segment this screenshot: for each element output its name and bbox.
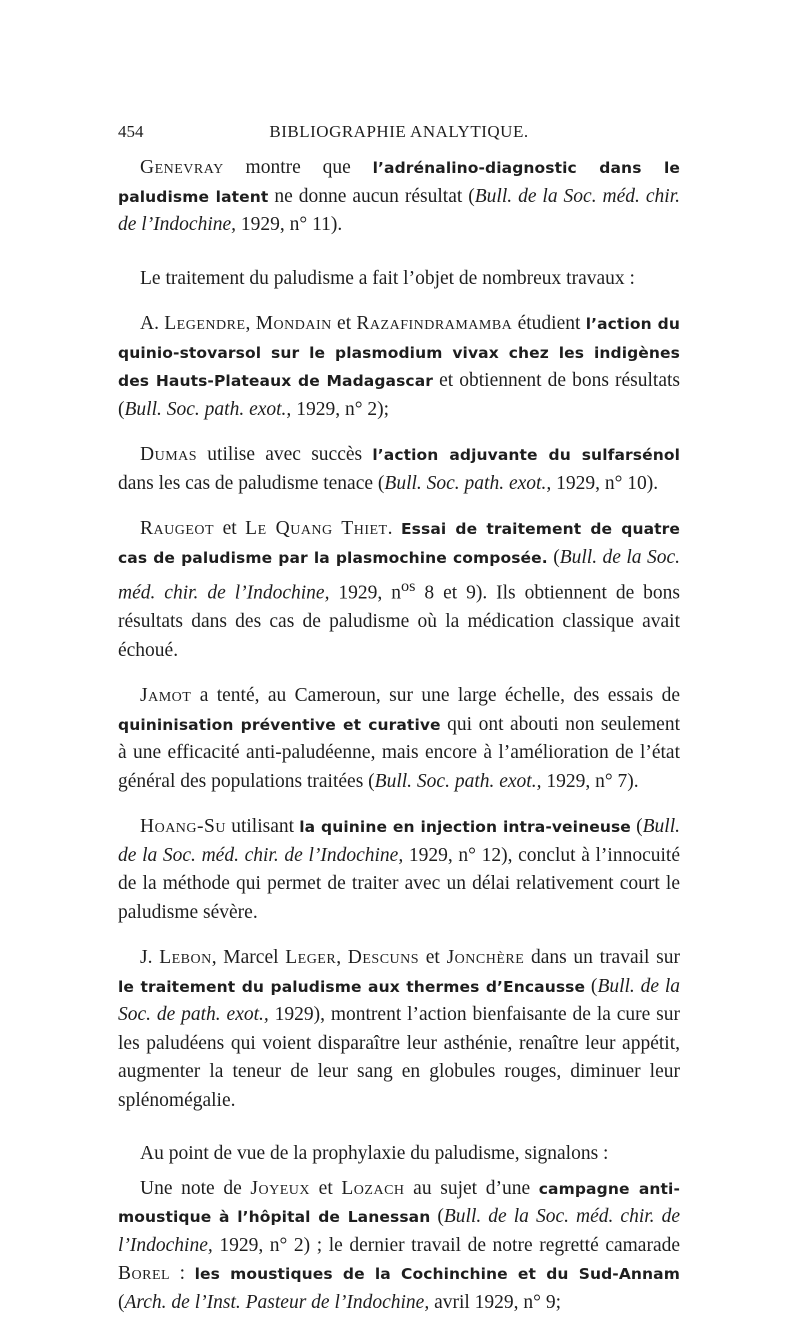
subject-bold: l’adrénalino-diagnostic dans le paludisme latent xyxy=(118,159,681,206)
paragraph-joyeux: Une note de Joyeux et Lozach au sujet d’une campagne anti-moustique à l’hôpital de Lanessan (Bull. de la Soc. méd. chir. de l’Indochine, 1929, n° 2) ; le dernier travail de notre regretté camarade Borel : les moustiques de la Cochinchine et du Sud-Annam (Arch. de l’Inst. Pasteur de l’Indochine, avril 1929, n° 9; xyxy=(118,1177,680,1313)
paragraph-genevray: Genevray montre que l’adrénalino-diagnostic dans le paludisme latent ne donne aucun résultat (Bull. de la Soc. méd. chir. de l’Indochine, 1929, n° 11). xyxy=(118,157,681,235)
author-name: Hoang-Su xyxy=(140,816,226,837)
paragraph-dumas: Dumas utilise avec succès l’action adjuvante du sulfarsénol dans les cas de paludisme tenace (Bull. Soc. path. exot., 1929, n° 10). xyxy=(118,444,680,494)
citation-journal: Bull. de la Soc. méd. chir. de l’Indochine, xyxy=(118,546,680,604)
author-name: Jonchère xyxy=(446,947,525,968)
subject-bold: les moustiques de la Cochinchine et du Sud-Annam xyxy=(194,1265,680,1283)
citation-journal: Bull. de la Soc. méd. chir. de l’Indochine, xyxy=(118,816,680,866)
paragraph-raugeot: Raugeot et Le Quang Thiet. Essai de traitement de quatre cas de paludisme par la plasmochine composée. (Bull. de la Soc. méd. chir. de l’Indochine, 1929, $n^{os}$ 8 et 9). Ils obtiennent de bons résultats dans des cas de paludisme où la médication classique avait échoué. xyxy=(118,518,681,661)
author-name: Descuns xyxy=(347,947,420,968)
author-name: Leger xyxy=(285,947,337,968)
paragraph-prophylaxie: Au point de vue de la prophylaxie du paludisme, signalons : xyxy=(140,1143,609,1164)
author-name: Legendre xyxy=(164,313,246,334)
running-header xyxy=(118,118,680,148)
author-name: Lebon xyxy=(159,947,212,968)
book-page xyxy=(118,118,680,1334)
page-number: 454 xyxy=(118,122,144,141)
citation-journal: Arch. de l’Inst. Pasteur de l’Indochine, xyxy=(124,1291,430,1313)
author-name: Razafindramamba xyxy=(356,313,513,334)
running-title: BIBLIOGRAPHIE ANALYTIQUE. xyxy=(269,122,529,141)
citation-journal: Bull. Soc. path. exot., xyxy=(374,770,542,792)
paragraph-legendre: A. Legendre, Mondain et Razafindramamba étudient l’action du quinio-stovarsol sur le plasmodium vivax chez les indigènes des Hauts-Plateaux de Madagascar et obtiennent de bons résultats (Bull. Soc. path. exot., 1929, n° 2); xyxy=(118,313,680,420)
author-name: Raugeot xyxy=(140,518,215,539)
author-name: Genevray xyxy=(140,157,224,178)
citation-journal: Bull. de la Soc. méd. chir. de l’Indochine, xyxy=(118,185,680,235)
citation-journal: Bull. de la Soc. méd. chir. de l’Indochine, xyxy=(118,1206,680,1256)
author-name: Lozach xyxy=(341,1177,405,1199)
citation-journal: Bull. Soc. path. exot., xyxy=(384,472,552,494)
subject-bold: quininisation préventive et curative xyxy=(118,715,441,734)
paragraph-intro-traitement: Le traitement du paludisme a fait l’objet de nombreux travaux : xyxy=(140,267,635,289)
subject-bold: le traitement du paludisme aux thermes d’Encausse xyxy=(118,977,586,996)
author-name: Borel xyxy=(118,1263,171,1284)
author-name: Le Quang Thiet xyxy=(245,518,388,539)
author-name: Mondain xyxy=(255,313,332,334)
citation-journal: Bull. de la Soc. de path. exot., xyxy=(118,975,680,1025)
author-name: Dumas xyxy=(140,444,198,465)
author-name: Joyeux xyxy=(250,1177,311,1199)
subject-bold: l’action du quinio-stovarsol sur le plasmodium vivax chez les indigènes des Hauts-Plateaux de Madagascar xyxy=(118,315,680,390)
subject-bold: la quinine en injection intra-veineuse xyxy=(299,818,631,836)
paragraph-jamot: Jamot a tenté, au Cameroun, sur une large échelle, des essais de quininisation préventive et curative qui ont abouti non seulement à une efficacité anti-paludéenne, mais encore à l’amélioration de l’état général des populations traitées (Bull. Soc. path. exot., 1929, n° 7). xyxy=(118,685,680,792)
subject-bold: l’action adjuvante du sulfarsénol xyxy=(372,446,680,464)
subject-bold: campagne anti-moustique à l’hôpital de Lanessan xyxy=(118,1179,680,1226)
paragraph-hoang-su: Hoang-Su utilisant la quinine en injection intra-veineuse (Bull. de la Soc. méd. chir. de l’Indochine, 1929, n° 12), conclut à l’innocuité de la méthode qui permet de traiter avec un délai relativement court le paludisme sévère. xyxy=(118,816,680,923)
paragraph-lebon: J. Lebon, Marcel Leger, Descuns et Jonchère dans un travail sur le traitement du paludisme aux thermes d’Encausse (Bull. de la Soc. de path. exot., 1929), montrent l’action bienfaisante de la cure sur les paludéens qui voient disparaître leur asthénie, renaître leur appétit, augmenter la teneur de leur sang en globules rouges, diminuer leur splénomégalie. xyxy=(118,947,680,1111)
author-name: Jamot xyxy=(140,685,192,706)
citation-journal: Bull. Soc. path. exot., xyxy=(124,398,292,420)
subject-bold: Essai de traitement de quatre cas de paludisme par la plasmochine composée. xyxy=(118,520,681,567)
